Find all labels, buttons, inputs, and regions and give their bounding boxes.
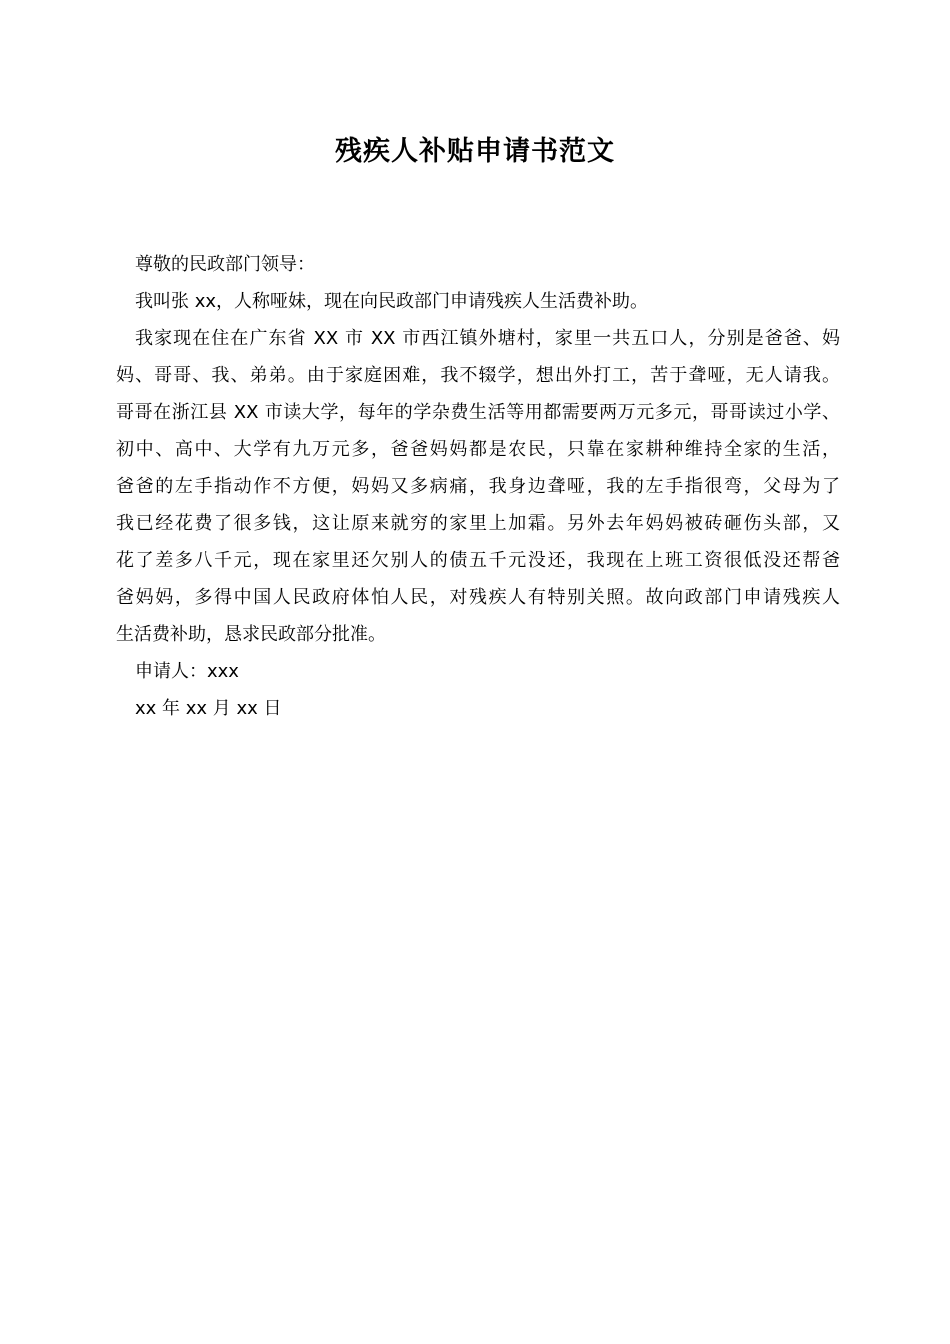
paragraph-line: 生活费补助，恳求民政部分批准。 <box>116 624 386 645</box>
paragraph-line: 爸爸的左手指动作不方便，妈妈又多病痛，我身边聋哑，我的左手指很弯，父母为了 <box>116 476 840 497</box>
paragraph-line: 哥哥在浙江县 XX 市读大学，每年的学杂费生活等用都需要两万元多元，哥哥读过小学、 <box>116 402 840 423</box>
paragraph-line: 初中、高中、大学有九万元多，爸爸妈妈都是农民，只靠在家耕种维持全家的生活， <box>116 439 840 460</box>
salutation: 尊敬的民政部门领导： <box>135 254 315 275</box>
paragraph-line: 我家现在住在广东省 XX 市 XX 市西江镇外塘村，家里一共五口人，分别是爸爸、妈 <box>135 328 840 349</box>
document-body <box>116 246 840 727</box>
paragraph-line: 我已经花费了很多钱，这让原来就穷的家里上加霜。另外去年妈妈被砖砸伤头部，又 <box>116 513 840 534</box>
document-title: 残疾人补贴申请书范文 <box>335 136 615 167</box>
paragraph-line: 花了差多八千元，现在家里还欠别人的债五千元没还，我现在上班工资很低没还帮爸 <box>116 550 840 571</box>
date: xx 年 xx 月 xx 日 <box>135 698 282 719</box>
paragraph-line: 爸妈妈，多得中国人民政府体怕人民，对残疾人有特别关照。故向政部门申请残疾人 <box>116 587 840 608</box>
intro-line: 我叫张 xx，人称哑妹，现在向民政部门申请残疾人生活费补助。 <box>135 291 649 312</box>
paragraph-line: 妈、哥哥、我、弟弟。由于家庭困难，我不辍学，想出外打工，苦于聋哑，无人请我。 <box>116 365 840 386</box>
signature: 申请人：xxx <box>135 661 239 682</box>
